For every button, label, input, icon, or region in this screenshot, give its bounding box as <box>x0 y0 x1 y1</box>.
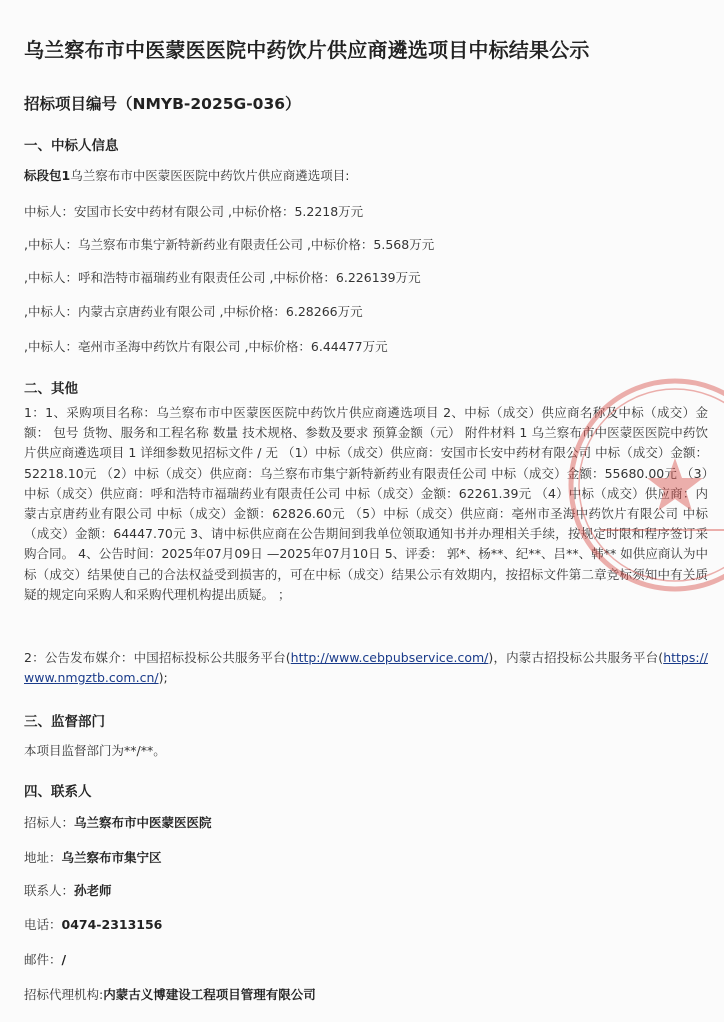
agency-line <box>24 985 316 1003</box>
agency-value: 内蒙古义博建设工程项目管理有限公司 <box>103 987 316 1002</box>
winner-line: ,中标人：亳州市圣海中药饮片有限公司 ,中标价格：6.44477万元 <box>24 339 388 354</box>
media-mid: )，内蒙古招投标公共服务平台( <box>488 650 664 665</box>
winner-line: ,中标人：乌兰察布市集宁新特新药业有限责任公司 ,中标价格：5.568万元 <box>24 237 435 252</box>
lot-line <box>24 166 349 184</box>
page-title: 乌兰察布市中医蒙医医院中药饮片供应商遴选项目中标结果公示 <box>24 38 590 62</box>
contact-line <box>24 881 112 899</box>
section-heading-winners: 一、中标人信息 <box>24 138 119 154</box>
address-value: 乌兰察布市集宁区 <box>61 850 162 865</box>
contact-label: 联系人： <box>24 883 75 898</box>
other-paragraph-1: 1：1、采购项目名称：乌兰察布市中医蒙医医院中药饮片供应商遴选项目 2、中标（成交）供应商名称及中标（成交）金额： 包号 货物、服务和工程名称 数量 技术规格、参数及要求 预算金额（元） 附件材料 1 乌兰察布市中医蒙医医院中药饮片供应商遴选项目 1 详细参数见招标文件 / 无 （1）中标（成交）供应商：安国市长安中药材有限公司 中标（成交）金额：52218.10元 （2）中标（成交）供应商：乌兰察布市集宁新特新药业有限责任公司 中标（成交）金额：55680.00元 （3）中标（成交）供应商：呼和浩特市福瑞药业有限责任公司 中标（成交）金额：62261.39元 （4）中标（成交）供应商：内蒙古京唐药业有限公司 中标（成交）金额：62826.60元 （5）中标（成交）供应商：亳州市圣海中药饮片有限公司 中标（成交）金额：64447.70元 3、请中标供应商在公告期间到我单位领取通知书并办理相关手续，按规定时限和程序签订采购合同。 4、公告时间：2025年07月09日 —2025年07月10日 5、评委： 郭*、杨**、纪**、吕**、韩** 如供应商认为中标（成交）结果使自己的合法权益受到损害的，可在中标（成交）结果公示有效期内，按招标文件第二章竞标须知中有关质疑的规定向采购人和采购代理机构提出质疑。 ； <box>24 405 708 602</box>
address-line <box>24 848 162 866</box>
email-label: 邮件： <box>24 952 62 967</box>
section-heading-other: 二、其他 <box>24 381 78 397</box>
media-suffix: ); <box>158 670 168 686</box>
tenderer-label: 招标人： <box>24 815 75 830</box>
email-line <box>24 950 66 968</box>
winner-line: ,中标人：呼和浩特市福瑞药业有限责任公司 ,中标价格：6.226139万元 <box>24 270 421 285</box>
section-heading-supervision: 三、监督部门 <box>24 714 105 730</box>
agency-label: 招标代理机构: <box>24 987 104 1002</box>
media-prefix: 2：公告发布媒介：中国招标投标公共服务平台( <box>24 650 291 665</box>
phone-value: 0474-2313156 <box>61 917 163 932</box>
winner-line: 中标人：安国市长安中药材有限公司 ,中标价格：5.2218万元 <box>24 204 364 219</box>
phone-line <box>24 915 162 933</box>
contact-value: 孙老师 <box>74 883 112 898</box>
email-value: / <box>61 952 67 967</box>
other-paragraph-2 <box>24 648 708 688</box>
lot-label: 标段包1 <box>24 168 71 183</box>
phone-label: 电话： <box>24 917 62 932</box>
cebpubservice-link[interactable]: http://www.cebpubservice.com/ <box>290 650 489 665</box>
tenderer-value: 乌兰察布市中医蒙医医院 <box>74 815 212 830</box>
project-number: 招标项目编号（NMYB-2025G-036） <box>24 95 301 113</box>
section-heading-contacts: 四、联系人 <box>24 784 92 800</box>
nmgztb-link[interactable]: https://www.nmgztb.com.cn/ <box>24 650 708 686</box>
winner-line: ,中标人：内蒙古京唐药业有限公司 ,中标价格：6.28266万元 <box>24 304 363 319</box>
supervision-text: 本项目监督部门为**/**。 <box>24 743 166 758</box>
lot-text: 乌兰察布市中医蒙医医院中药饮片供应商遴选项目: <box>70 168 350 183</box>
address-label: 地址： <box>24 850 62 865</box>
tenderer-line <box>24 813 212 831</box>
